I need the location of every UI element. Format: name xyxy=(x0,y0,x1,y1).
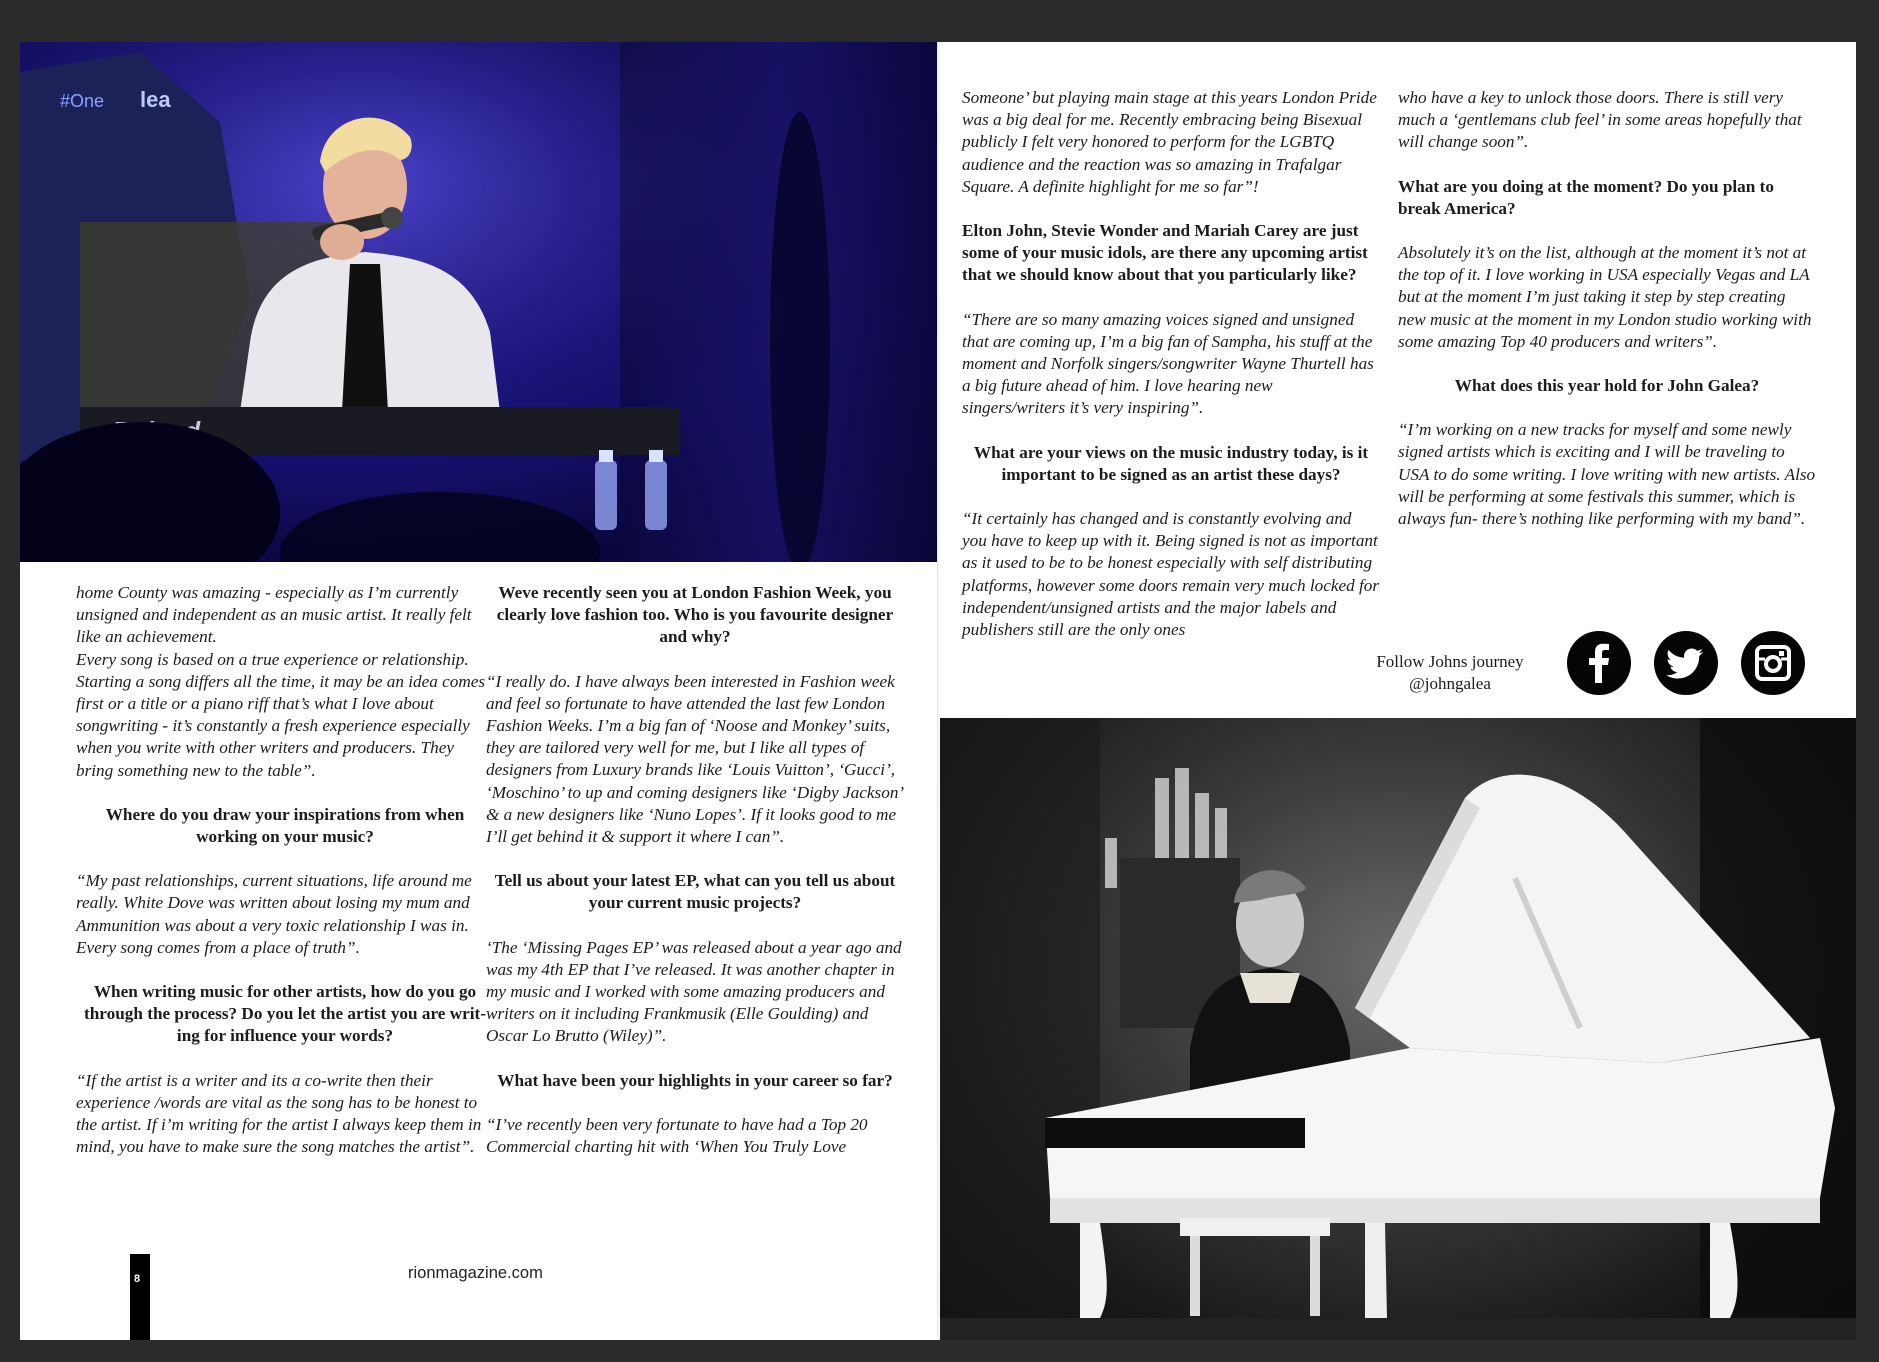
interview-question: What are you doing at the moment? Do you plan to break America? xyxy=(1398,176,1774,218)
interview-question: Elton John, Stevie Wonder and Mariah Carey are just some of your music idols, are there any upcoming artist that we should know about that you particularly like? xyxy=(962,221,1368,285)
article-column-4 xyxy=(1398,87,1816,552)
interview-answer: “It certainly has changed and is constantly evolving and you have to keep up with it. Being signed is not as important as it used to be to be honest especially with self distributing platforms, however some doors remain very much locked for independent/unsigned artists and the major labels and publishers still are the only ones xyxy=(962,509,1380,640)
article-column-1 xyxy=(76,582,494,1180)
interview-answer: “I’m working on a new tracks for myself and some newly signed artists which is exciting and I will be traveling to USA to do some writing. I love writing with new artists. Also will be performing at some festivals this summer, which is always fun- there’s nothing like performing with my band”. xyxy=(1398,420,1816,529)
interview-question: Weve recently seen you at London Fashion Week, you clearly love fashion too. Who is you favourite designer and why? xyxy=(496,583,894,647)
article-column-2 xyxy=(486,582,904,1180)
interview-answer: ‘The ‘Missing Pages EP’ was released about a year ago and was my 4th EP that I’ve released. It was another chapter in my music and I worked with some amazing producers and writers on it including Frankmusik (Elle Goulding) and Oscar Lo Brutto (Wiley)”. xyxy=(486,937,902,1046)
concert-photo xyxy=(20,42,938,562)
interview-answer: “My past relationships, current situations, life around me really. White Dove was written about losing my mum and Ammunition was about a very toxic relationship I was in. Every song comes from a place of truth”. xyxy=(76,871,472,957)
right-page xyxy=(940,42,1856,1340)
interview-answer: “If the artist is a writer and its a co-write then their experience /words are vital as the song has to be honest to the artist. If i’m writing for the artist I always keep them in mind, you have to make sure the song matches the artist”. xyxy=(76,1070,482,1157)
shirt-text-2: lea xyxy=(140,87,171,112)
interview-question: What are your views on the music industry today, is it important to be signed as an artist these days? xyxy=(973,442,1369,484)
follow-handle: @johngalea xyxy=(1409,674,1491,693)
interview-answer: home County was amazing - especially as I’m currently unsigned and independent as an music artist. It really felt like an achievement. xyxy=(76,583,472,647)
follow-label: Follow Johns journey xyxy=(1376,652,1524,671)
follow-block xyxy=(1345,651,1555,695)
facebook-icon[interactable] xyxy=(1567,631,1631,695)
page-number: 8 xyxy=(134,1273,141,1285)
interview-answer: Every song is based on a true experience or relationship. Starting a song differs all the time, it may be an idea comes first or a title or a piano riff that’s what I love about songwriting - it’s constantly a fresh experience especially when you write with other writers and producers. They bring something new to the table”. xyxy=(76,649,486,780)
interview-question: Where do you draw your inspirations from when working on your music? xyxy=(105,804,465,847)
interview-answer: Absolutely it’s on the list, although at the moment it’s not at the top of it. I love working in USA especially Vegas and LA but at the moment I’m just taking it step by step creating new music at the moment in my London studio working with some amazing Top 40 producers and writers”. xyxy=(1398,243,1812,351)
interview-answer: who have a key to unlock those doors. There is still very much a ‘gentlemans club feel’ in some areas hopefully that will change soon”. xyxy=(1398,88,1802,152)
left-page xyxy=(20,42,938,1340)
interview-answer: “I’ve recently been very fortunate to have had a Top 20 Commercial charting hit with ‘When You Truly Love xyxy=(486,1114,868,1157)
interview-question: What have been your highlights in your career so far? xyxy=(497,1070,893,1090)
interview-answer: “There are so many amazing voices signed and unsigned that are coming up, I’m a big fan of Sampha, his stuff at the moment and Norfolk singers/songwriter Wayne Thurtell has a big future ahead of him. I love hearing new singers/writers it’s very inspiring”. xyxy=(962,309,1374,418)
twitter-icon[interactable] xyxy=(1654,631,1718,695)
article-column-3 xyxy=(962,87,1380,663)
interview-question: Tell us about your latest EP, what can you tell us about your current music projects? xyxy=(494,871,896,913)
shirt-text: #One xyxy=(60,91,105,111)
concert-photo-art xyxy=(20,42,938,562)
interview-answer: Someone’ but playing main stage at this years London Pride was a big deal for me. Recently embracing being Bisexual publicly I felt very honored to perform for the LGBTQ audience and the reaction was so amazing in Trafalgar Square. A definite highlight for me so far”! xyxy=(962,88,1377,196)
footer-url: rionmagazine.com xyxy=(408,1264,543,1282)
page-number-bar xyxy=(130,1254,150,1340)
piano-photo-art xyxy=(940,718,1856,1340)
interview-answer: “I really do. I have always been interested in Fashion week and feel so fortunate to have attended the last few London Fashion Weeks. I’m a big fan of ‘Noose and Monkey’ suits, they are tailored very well for me, but I like all types of designers from Luxury brands like ‘Louis Vuitton’, ‘Gucci’, ‘Moschino’ to up and coming designers like ‘Digby Jackson’ & a new designers like ‘Nuno Lopes’. If it looks good to me I’ll get behind it & support it where I can”. xyxy=(486,671,903,847)
interview-question: When writing music for other artists, how do you go through the process? Do you let the artist you are writ-ing for influence your words? xyxy=(84,982,486,1046)
instagram-icon[interactable] xyxy=(1741,631,1805,695)
interview-question: What does this year hold for John Galea? xyxy=(1454,376,1760,396)
piano-photo xyxy=(940,718,1856,1340)
